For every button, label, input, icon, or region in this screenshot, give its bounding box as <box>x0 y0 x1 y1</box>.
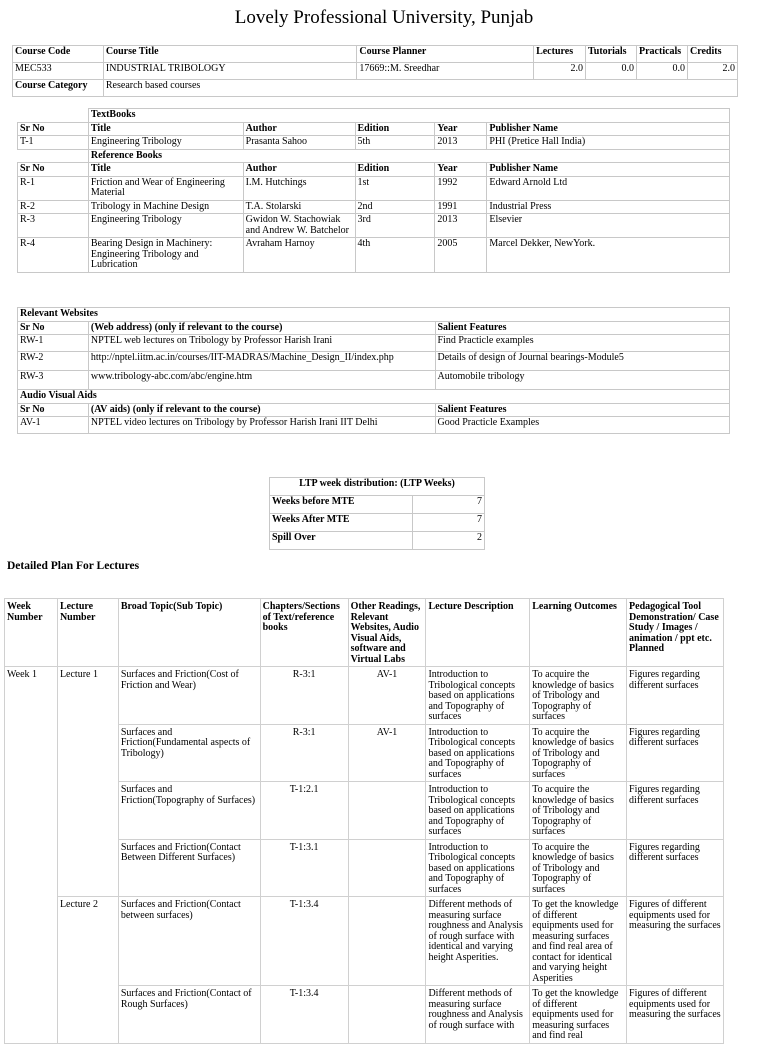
table-cell: R-3 <box>18 214 89 238</box>
course-title: INDUSTRIAL TRIBOLOGY <box>103 63 357 80</box>
reference-section-row <box>18 149 730 163</box>
table-header: (Web address) (only if relevant to the course) <box>88 321 435 335</box>
table-header: Title <box>88 163 243 177</box>
textbooks-section-title: TextBooks <box>88 109 729 123</box>
table-cell: Tribology in Machine Design <box>88 200 243 214</box>
course-value-row <box>13 63 738 80</box>
description-cell: Different methods of measuring surface roughness and Analysis of rough surface with <box>426 986 530 1044</box>
other-readings-cell: AV-1 <box>348 724 426 782</box>
chapter-cell: R-3:1 <box>260 724 348 782</box>
topic-cell: Surfaces and Friction(Cost of Friction and Wear) <box>118 667 260 725</box>
table-header: (AV aids) (only if relevant to the course) <box>88 403 435 417</box>
chapter-cell: T-1:3.4 <box>260 897 348 986</box>
tool-cell: Figures of different equipments used for measuring the surfaces <box>627 897 724 986</box>
reference-header-row <box>18 163 730 177</box>
table-header: Chapters/Sections of Text/reference books <box>260 599 348 667</box>
course-category-row <box>13 80 738 97</box>
other-readings-cell <box>348 986 426 1044</box>
table-header: Week Number <box>5 599 58 667</box>
chapter-cell: R-3:1 <box>260 667 348 725</box>
table-row <box>18 214 730 238</box>
websites-section-row <box>18 308 730 322</box>
outcome-cell: To get the knowledge of different equipments used for measuring surfaces and find real area of contact for identical and varying height Asperities <box>530 897 627 986</box>
table-row <box>5 897 724 986</box>
course-credits: 2.0 <box>687 63 737 80</box>
table-header: Salient Features <box>435 403 730 417</box>
website-link[interactable]: NPTEL web lectures on Tribology by Professor Harish Irani <box>88 335 435 352</box>
table-cell: Engineering Tribology <box>88 214 243 238</box>
lecture-number: Lecture 1 <box>57 667 118 897</box>
page-title: Lovely Professional University, Punjab <box>234 7 534 28</box>
table-header: Learning Outcomes <box>530 599 627 667</box>
table-header: Lecture Description <box>426 599 530 667</box>
table-header: Edition <box>355 163 435 177</box>
table-row <box>270 514 485 532</box>
table-row <box>18 371 730 390</box>
table-cell: RW-2 <box>18 352 89 371</box>
table-row <box>18 352 730 371</box>
topic-cell: Surfaces and Friction(Contact of Rough Surfaces) <box>118 986 260 1044</box>
course-category-label: Course Category <box>13 80 104 97</box>
ltp-distribution-table <box>269 477 485 550</box>
table-header: Sr No <box>18 122 89 136</box>
table-cell: RW-3 <box>18 371 89 390</box>
table-row <box>18 335 730 352</box>
table-header: Sr No <box>18 403 89 417</box>
websites-section-title: Relevant Websites <box>18 308 730 322</box>
table-header: Year <box>435 163 487 177</box>
table-header: Sr No <box>18 163 89 177</box>
table-cell: Prasanta Sahoo <box>243 136 355 150</box>
course-tutorials: 0.0 <box>586 63 637 80</box>
course-header-cell: Course Planner <box>357 46 534 63</box>
lecture-number: Lecture 2 <box>57 897 118 1044</box>
topic-cell: Surfaces and Friction(Contact between surfaces) <box>118 897 260 986</box>
course-practicals: 0.0 <box>637 63 688 80</box>
tool-cell: Figures regarding different surfaces <box>627 667 724 725</box>
table-cell: T-1 <box>18 136 89 150</box>
table-header: Salient Features <box>435 321 730 335</box>
table-cell: Details of design of Journal bearings-Module5 <box>435 352 730 371</box>
ltp-label: Spill Over <box>270 532 413 550</box>
ltp-title: LTP week distribution: (LTP Weeks) <box>270 478 485 496</box>
course-code: MEC533 <box>13 63 104 80</box>
table-cell: 3rd <box>355 214 435 238</box>
lecture-plan-table <box>4 598 724 1044</box>
course-category-value: Research based courses <box>103 80 737 97</box>
table-header: Edition <box>355 122 435 136</box>
table-header: Year <box>435 122 487 136</box>
table-row <box>18 200 730 214</box>
course-planner: 17669::M. Sreedhar <box>357 63 534 80</box>
table-cell: Find Practicle examples <box>435 335 730 352</box>
table-cell: T.A. Stolarski <box>243 200 355 214</box>
table-header: Author <box>243 122 355 136</box>
tool-cell: Figures regarding different surfaces <box>627 782 724 840</box>
table-row <box>270 532 485 550</box>
table-row <box>18 238 730 273</box>
tool-cell: Figures of different equipments used for measuring the surfaces <box>627 986 724 1044</box>
other-readings-cell <box>348 897 426 986</box>
chapter-cell: T-1:3.4 <box>260 986 348 1044</box>
topic-cell: Surfaces and Friction(Contact Between Different Surfaces) <box>118 839 260 897</box>
course-lectures: 2.0 <box>534 63 586 80</box>
other-readings-cell <box>348 839 426 897</box>
table-header: Title <box>88 122 243 136</box>
topic-cell: Surfaces and Friction(Fundamental aspects of Tribology) <box>118 724 260 782</box>
table-cell: R-2 <box>18 200 89 214</box>
table-cell: RW-1 <box>18 335 89 352</box>
table-cell: Edward Arnold Ltd <box>487 176 730 200</box>
table-cell: PHI (Pretice Hall India) <box>487 136 730 150</box>
description-cell: Introduction to Tribological concepts based on applications and Topography of surfaces <box>426 724 530 782</box>
av-section-row <box>18 390 730 404</box>
website-link[interactable]: www.tribology-abc.com/abc/engine.htm <box>88 371 435 390</box>
table-cell: Marcel Dekker, NewYork. <box>487 238 730 273</box>
outcome-cell: To get the knowledge of different equipments used for measuring surfaces and find real <box>530 986 627 1044</box>
table-cell: 2013 <box>435 214 487 238</box>
course-header-cell: Tutorials <box>586 46 637 63</box>
table-cell: 1992 <box>435 176 487 200</box>
table-row <box>18 176 730 200</box>
ltp-value: 7 <box>413 496 485 514</box>
outcome-cell: To acquire the knowledge of basics of Tribology and Topography of surfaces <box>530 782 627 840</box>
plan-header-row <box>5 599 724 667</box>
outcome-cell: To acquire the knowledge of basics of Tribology and Topography of surfaces <box>530 724 627 782</box>
tool-cell: Figures regarding different surfaces <box>627 839 724 897</box>
table-row <box>18 136 730 150</box>
course-header-cell: Course Code <box>13 46 104 63</box>
other-readings-cell <box>348 782 426 840</box>
description-cell: Different methods of measuring surface roughness and Analysis of rough surface with identical and varying height Asperities. <box>426 897 530 986</box>
websites-header-row <box>18 321 730 335</box>
ltp-label: Weeks before MTE <box>270 496 413 514</box>
course-header-cell: Lectures <box>534 46 586 63</box>
table-cell: R-4 <box>18 238 89 273</box>
table-cell: NPTEL video lectures on Tribology by Professor Harish Irani IIT Delhi <box>88 417 435 434</box>
description-cell: Introduction to Tribological concepts based on applications and Topography of surfaces <box>426 667 530 725</box>
table-row <box>5 667 724 725</box>
description-cell: Introduction to Tribological concepts based on applications and Topography of surfaces <box>426 782 530 840</box>
table-header: Sr No <box>18 321 89 335</box>
table-cell: Good Practicle Examples <box>435 417 730 434</box>
table-cell: 1991 <box>435 200 487 214</box>
tool-cell: Figures regarding different surfaces <box>627 724 724 782</box>
ltp-value: 2 <box>413 532 485 550</box>
course-header-cell: Course Title <box>103 46 357 63</box>
table-cell: 4th <box>355 238 435 273</box>
table-header: Author <box>243 163 355 177</box>
table-header: Broad Topic(Sub Topic) <box>118 599 260 667</box>
table-cell: R-1 <box>18 176 89 200</box>
week-number: Week 1 <box>5 667 58 1044</box>
table-header: Publisher Name <box>487 122 730 136</box>
ltp-label: Weeks After MTE <box>270 514 413 532</box>
plan-heading: Detailed Plan For Lectures <box>7 560 140 572</box>
course-header-cell: Credits <box>687 46 737 63</box>
other-readings-cell: AV-1 <box>348 667 426 725</box>
table-cell: Industrial Press <box>487 200 730 214</box>
description-cell: Introduction to Tribological concepts based on applications and Topography of surfaces <box>426 839 530 897</box>
table-cell: Gwidon W. Stachowiak and Andrew W. Batchelor <box>243 214 355 238</box>
outcome-cell: To acquire the knowledge of basics of Tribology and Topography of surfaces <box>530 839 627 897</box>
av-header-row <box>18 403 730 417</box>
table-cell: I.M. Hutchings <box>243 176 355 200</box>
table-cell: Engineering Tribology <box>88 136 243 150</box>
table-cell: Automobile tribology <box>435 371 730 390</box>
table-row <box>18 417 730 434</box>
table-header: Pedagogical Tool Demonstration/ Case Study / Images / animation / ppt etc. Planned <box>627 599 724 667</box>
table-cell: 2013 <box>435 136 487 150</box>
website-link[interactable]: http://nptel.iitm.ac.in/courses/IIT-MADRAS/Machine_Design_II/index.php <box>88 352 435 371</box>
course-info-table <box>12 45 738 97</box>
table-cell: Friction and Wear of Engineering Material <box>88 176 243 200</box>
websites-table <box>17 307 730 434</box>
table-cell: Bearing Design in Machinery: Engineering Tribology and Lubrication <box>88 238 243 273</box>
table-cell: 2005 <box>435 238 487 273</box>
table-header: Lecture Number <box>57 599 118 667</box>
ltp-value: 7 <box>413 514 485 532</box>
reference-section-title: Reference Books <box>88 149 729 163</box>
outcome-cell: To acquire the knowledge of basics of Tribology and Topography of surfaces <box>530 667 627 725</box>
ltp-title-row <box>270 478 485 496</box>
topic-cell: Surfaces and Friction(Topography of Surfaces) <box>118 782 260 840</box>
table-row <box>270 496 485 514</box>
table-cell: Elsevier <box>487 214 730 238</box>
textbooks-section-row <box>18 109 730 123</box>
table-cell: 1st <box>355 176 435 200</box>
textbooks-header-row <box>18 122 730 136</box>
av-section-title: Audio Visual Aids <box>18 390 730 404</box>
chapter-cell: T-1:2.1 <box>260 782 348 840</box>
table-cell: Avraham Harnoy <box>243 238 355 273</box>
course-header-row <box>13 46 738 63</box>
chapter-cell: T-1:3.1 <box>260 839 348 897</box>
table-cell: AV-1 <box>18 417 89 434</box>
table-cell: 5th <box>355 136 435 150</box>
spacer-cell <box>18 109 89 123</box>
table-cell: 2nd <box>355 200 435 214</box>
spacer-cell <box>18 149 89 163</box>
course-header-cell: Practicals <box>637 46 688 63</box>
books-table <box>17 108 730 273</box>
table-header: Other Readings, Relevant Websites, Audio Visual Aids, software and Virtual Labs <box>348 599 426 667</box>
table-header: Publisher Name <box>487 163 730 177</box>
